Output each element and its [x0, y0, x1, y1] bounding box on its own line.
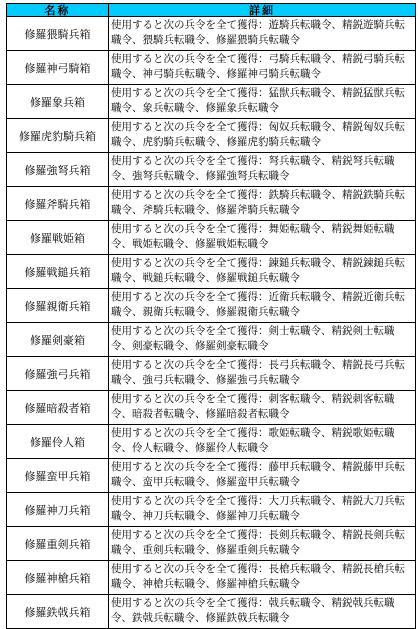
item-detail-cell: 使用すると次の兵令を全て獲得：遊騎兵転職令、精鋭遊騎兵転職令、猥騎兵転職令、修羅猥騎兵転職令 — [109, 17, 416, 51]
item-name-cell: 修羅神弓騎箱 — [7, 51, 109, 85]
item-detail-cell: 使用すると次の兵令を全て獲得：猛獣兵転職令、精鋭猛獣兵転職令、象兵転職令、修羅象兵転職令 — [109, 85, 416, 119]
table-row — [7, 561, 416, 595]
item-detail-cell: 使用すると次の兵令を全て獲得：近衛兵転職令、精鋭近衛兵転職令、親衛兵転職令、修羅親衛兵転職令 — [109, 289, 416, 323]
item-detail-cell: 使用すると次の兵令を全て獲得：剣士転職令、精鋭剣士転職令、剣豪転職令、修羅剣豪転職令 — [109, 323, 416, 357]
item-name-cell: 修羅神槍兵箱 — [7, 561, 109, 595]
item-table — [6, 3, 416, 629]
item-detail-cell: 使用すると次の兵令を全て獲得：大刀兵転職令、精鋭大刀兵転職令、神刀兵転職令、修羅神刀兵転職令 — [109, 493, 416, 527]
item-name-cell: 修羅象兵箱 — [7, 85, 109, 119]
item-detail-cell: 使用すると次の兵令を全て獲得：刺客転職令、精鋭刺客転職令、暗殺者転職令、修羅暗殺者転職令 — [109, 391, 416, 425]
item-name-cell: 修羅斧騎兵箱 — [7, 187, 109, 221]
item-detail-cell: 使用すると次の兵令を全て獲得：長弓兵転職令、精鋭長弓兵転職令、強弓兵転職令、修羅強弓兵転職令 — [109, 357, 416, 391]
table-body — [7, 17, 416, 629]
item-name-cell: 修羅鉄戟兵箱 — [7, 595, 109, 629]
header-name: 名称 — [7, 4, 109, 17]
table-row — [7, 323, 416, 357]
item-detail-cell: 使用すると次の兵令を全て獲得：戟兵転職令、精鋭戟兵転職令、鉄戟兵転職令、修羅鉄戟兵転職令 — [109, 595, 416, 629]
item-name-cell: 修羅親衛兵箱 — [7, 289, 109, 323]
table-header-row — [7, 4, 416, 17]
item-detail-cell: 使用すると次の兵令を全て獲得：舞姫転職令、精鋭舞姫転職令、戦姫転職令、修羅戦姫転職令 — [109, 221, 416, 255]
header-detail: 詳細 — [109, 4, 416, 17]
item-detail-cell: 使用すると次の兵令を全て獲得：長剣兵転職令、精鋭長剣兵転職令、重剣兵転職令、修羅重剣兵転職令 — [109, 527, 416, 561]
table-row — [7, 357, 416, 391]
table-row — [7, 85, 416, 119]
table-row — [7, 119, 416, 153]
table-row — [7, 493, 416, 527]
item-name-cell: 修羅暗殺者箱 — [7, 391, 109, 425]
table-row — [7, 51, 416, 85]
item-detail-cell: 使用すると次の兵令を全て獲得：鉄騎兵転職令、精鋭鉄騎兵転職令、斧騎兵転職令、修羅斧騎兵転職令 — [109, 187, 416, 221]
item-name-cell: 修羅蛮甲兵箱 — [7, 459, 109, 493]
item-detail-cell: 使用すると次の兵令を全て獲得：弩兵転職令、精鋭弩兵転職令、強弩兵転職令、修羅強弩兵転職令 — [109, 153, 416, 187]
item-detail-cell: 使用すると次の兵令を全て獲得：歌姫転職令、精鋭歌姫転職令、伶人転職令、修羅伶人転職令 — [109, 425, 416, 459]
item-name-cell: 修羅猥騎兵箱 — [7, 17, 109, 51]
item-detail-cell: 使用すると次の兵令を全て獲得：弓騎兵転職令、精鋭弓騎兵転職令、神弓騎兵転職令、修羅神弓騎兵転職令 — [109, 51, 416, 85]
table-row — [7, 221, 416, 255]
item-name-cell: 修羅虎豹騎兵箱 — [7, 119, 109, 153]
item-name-cell: 修羅強弓兵箱 — [7, 357, 109, 391]
table-row — [7, 595, 416, 629]
item-name-cell: 修羅戦姫箱 — [7, 221, 109, 255]
table-row — [7, 527, 416, 561]
table-row — [7, 255, 416, 289]
table-row — [7, 153, 416, 187]
table-row — [7, 459, 416, 493]
item-name-cell: 修羅重剣兵箱 — [7, 527, 109, 561]
item-name-cell: 修羅剣豪箱 — [7, 323, 109, 357]
item-detail-cell: 使用すると次の兵令を全て獲得：匈奴兵転職令、精鋭匈奴兵転職令、虎豹騎兵転職令、修羅虎豹騎兵転職令 — [109, 119, 416, 153]
table-row — [7, 425, 416, 459]
table-row — [7, 17, 416, 51]
item-name-cell: 修羅強弩兵箱 — [7, 153, 109, 187]
item-detail-cell: 使用すると次の兵令を全て獲得：藤甲兵転職令、精鋭藤甲兵転職令、蛮甲兵転職令、修羅蛮甲兵転職令 — [109, 459, 416, 493]
table-row — [7, 187, 416, 221]
item-detail-cell: 使用すると次の兵令を全て獲得：長槍兵転職令、精鋭長槍兵転職令、神槍兵転職令、修羅神槍兵転職令 — [109, 561, 416, 595]
table-row — [7, 289, 416, 323]
item-name-cell: 修羅戦鎚兵箱 — [7, 255, 109, 289]
item-detail-cell: 使用すると次の兵令を全て獲得：錬鎚兵転職令、精鋭錬鎚兵転職令、戦鎚兵転職令、修羅戦鎚兵転職令 — [109, 255, 416, 289]
item-name-cell: 修羅神刀兵箱 — [7, 493, 109, 527]
table-row — [7, 391, 416, 425]
item-name-cell: 修羅伶人箱 — [7, 425, 109, 459]
